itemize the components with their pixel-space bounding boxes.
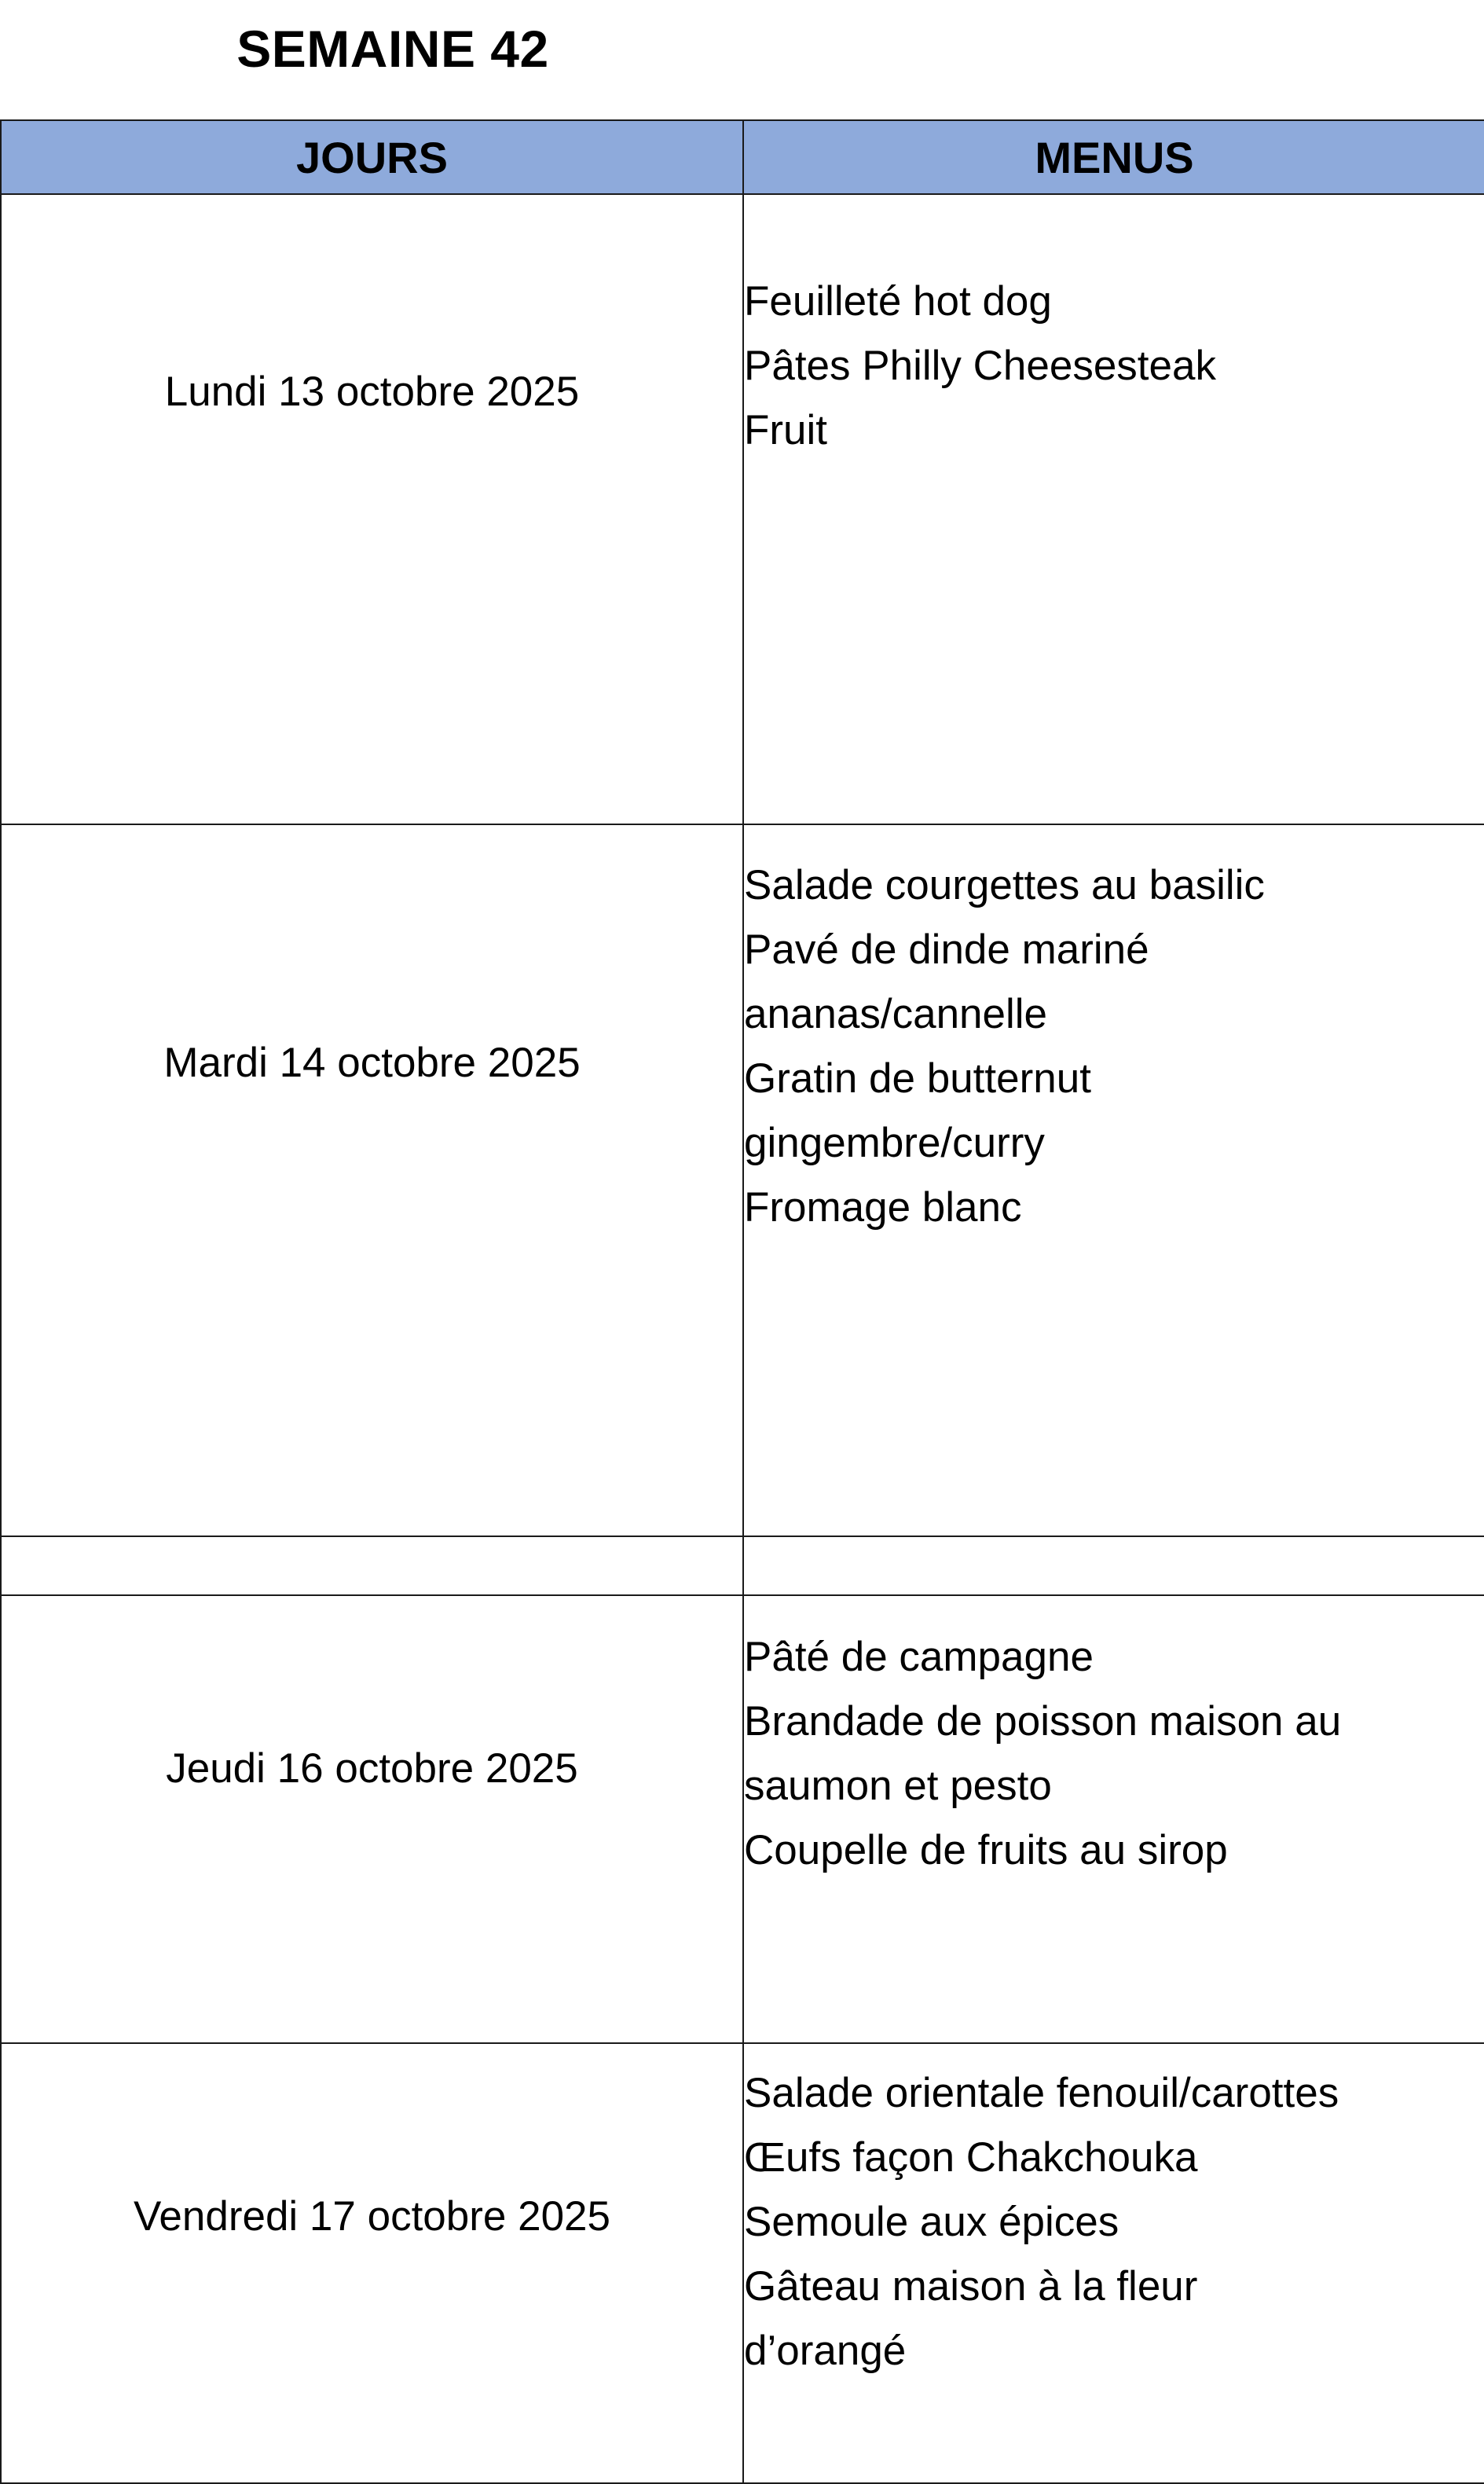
menu-cell (743, 2043, 1484, 2483)
menu-item: Feuilleté hot dog (744, 278, 1052, 325)
menu-item: Pavé de dinde mariné (744, 926, 1149, 973)
day-label: Lundi 13 octobre 2025 (164, 368, 580, 415)
menu-item: gingembre/curry (744, 1120, 1045, 1166)
table-row-empty (1, 1536, 1484, 1595)
column-header-days: JOURS (1, 120, 743, 194)
menu-cell (743, 1536, 1484, 1595)
day-label: Jeudi 16 octobre 2025 (166, 1745, 578, 1792)
menu-item: Brandade de poisson maison au (744, 1698, 1342, 1745)
table-row (1, 1595, 1484, 2043)
menu-cell (743, 824, 1484, 1536)
menu-item: d’orangé (744, 2328, 907, 2374)
menu-cell (743, 1595, 1484, 2043)
day-cell (1, 1536, 743, 1595)
header-row (1, 120, 1484, 194)
day-cell (1, 194, 743, 824)
weekly-menu-table (0, 119, 1484, 2484)
day-cell (1, 2043, 743, 2483)
day-label: Mardi 14 octobre 2025 (163, 1039, 581, 1086)
page-title: SEMAINE 42 (236, 20, 549, 78)
menu-item: Fromage blanc (744, 1184, 1022, 1231)
table-row (1, 2043, 1484, 2483)
menu-item: Salade courgettes au basilic (744, 862, 1265, 908)
menu-cell (743, 194, 1484, 824)
day-label: Vendredi 17 octobre 2025 (133, 2192, 611, 2240)
menu-item: Salade orientale fenouil/carottes (744, 2070, 1339, 2116)
day-cell (1, 824, 743, 1536)
table-row (1, 194, 1484, 824)
menu-item: Gâteau maison à la fleur (744, 2263, 1198, 2310)
menu-item: Coupelle de fruits au sirop (744, 1827, 1228, 1873)
day-cell (1, 1595, 743, 2043)
menu-item: Gratin de butternut (744, 1055, 1091, 1102)
menu-item: Pâtes Philly Cheesesteak (744, 343, 1216, 389)
menu-item: Fruit (744, 407, 827, 453)
menu-item: Pâté de campagne (744, 1634, 1094, 1680)
menu-item: Semoule aux épices (744, 2199, 1119, 2245)
menu-item: Œufs façon Chakchouka (744, 2134, 1198, 2181)
column-header-menus: MENUS (743, 120, 1484, 194)
table-row (1, 824, 1484, 1536)
menu-item: ananas/cannelle (744, 991, 1048, 1037)
menu-item: saumon et pesto (744, 1763, 1052, 1809)
